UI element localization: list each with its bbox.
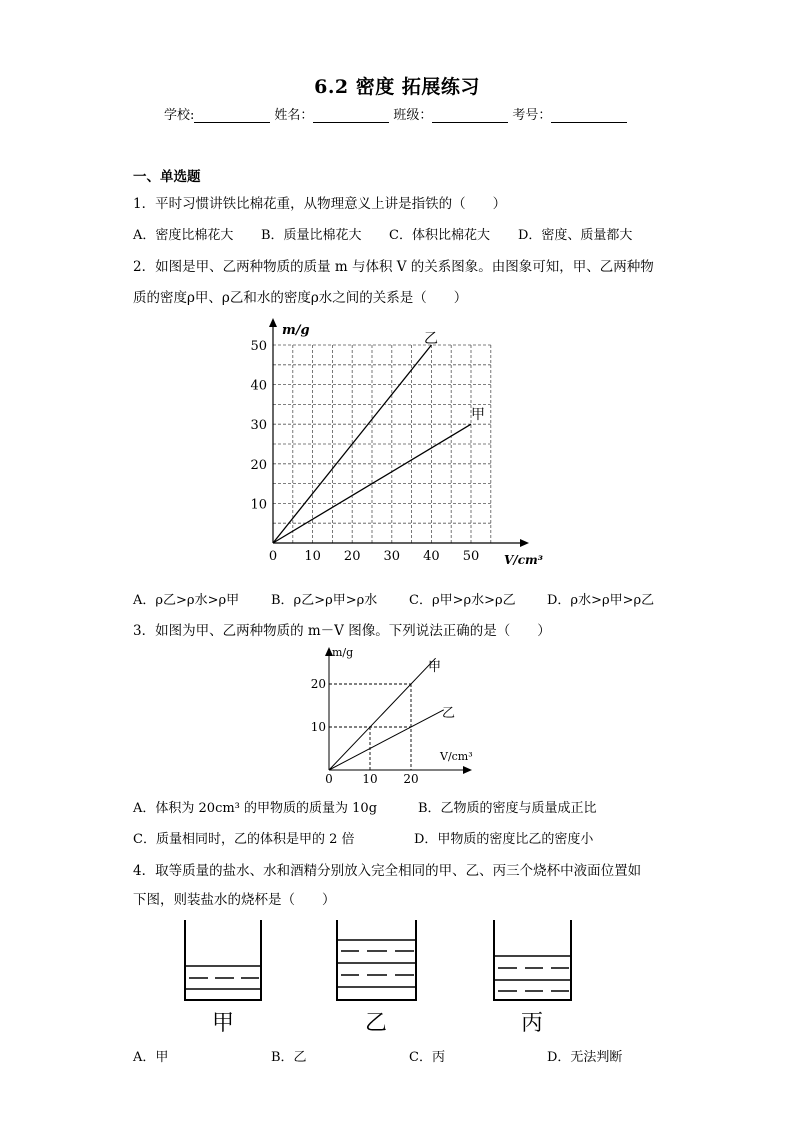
chart-2-x-arrow xyxy=(463,766,472,774)
chart-1-x-tick: 10 xyxy=(304,549,321,564)
q1-option-a[interactable]: A．密度比棉花大 xyxy=(133,228,234,243)
chart-1-grid xyxy=(273,345,491,543)
chart-2-x-tick: 0 xyxy=(325,772,333,786)
q4-option-b[interactable]: B．乙 xyxy=(271,1050,307,1065)
chart-2-series-label-yi: 乙 xyxy=(442,706,456,721)
chart-1-y-tick: 40 xyxy=(250,378,267,394)
q1-option-d[interactable]: D．密度、质量都大 xyxy=(518,228,633,243)
chart-1-x-tick: 40 xyxy=(423,549,440,564)
page-title: 6.2 密度 拓展练习 xyxy=(314,76,480,98)
chart-2-series-line-0 xyxy=(329,658,436,770)
student-info-fields xyxy=(164,104,631,123)
chart-1-x-tick: 0 xyxy=(268,549,278,564)
exam-no-blank[interactable] xyxy=(551,108,627,123)
chart-1-x-tick: 50 xyxy=(462,549,480,564)
class-label: 班级： xyxy=(393,108,433,123)
chart-1-x-tick: 30 xyxy=(383,549,401,564)
beaker-bing xyxy=(494,920,571,1036)
q2-option-a[interactable]: A．ρ乙>ρ水>ρ甲 xyxy=(133,593,240,608)
chart-2-y-tick: 20 xyxy=(310,677,326,691)
name-label: 姓名： xyxy=(274,108,314,123)
chart-1-x-tick: 20 xyxy=(343,549,361,564)
q1-option-b[interactable]: B．质量比棉花大 xyxy=(261,228,362,243)
q2-option-c[interactable]: C．ρ甲>ρ水>ρ乙 xyxy=(409,593,516,608)
q2-option-b[interactable]: B．ρ乙>ρ甲>ρ水 xyxy=(271,593,378,608)
chart-2-series-line-1 xyxy=(329,710,444,770)
q3-option-a[interactable]: A．体积为 20cm³ 的甲物质的质量为 10g xyxy=(133,801,378,816)
q2-option-d[interactable]: D．ρ水>ρ甲>ρ乙 xyxy=(547,593,655,608)
chart-2-xlabel: V/cm³ xyxy=(440,750,473,763)
q1-option-c[interactable]: C．体积比棉花大 xyxy=(389,228,490,243)
chart-1-ylabel: m/g xyxy=(282,323,310,338)
chart-1-y-tick: 30 xyxy=(250,418,267,434)
beaker-label-jia: 甲 xyxy=(211,1011,235,1036)
school-label: 学校: xyxy=(164,108,195,123)
question-4-stem-line2: 下图，则装盐水的烧杯是（ ） xyxy=(133,892,336,908)
chart-2-x-tick: 10 xyxy=(362,772,378,786)
name-blank[interactable] xyxy=(313,108,389,123)
school-blank[interactable] xyxy=(194,108,270,123)
beaker-jia xyxy=(185,920,261,1036)
chart-1-x-arrow xyxy=(520,539,529,547)
beaker-yi xyxy=(337,920,416,1036)
chart-2-y-tick: 10 xyxy=(310,720,326,734)
q3-option-b[interactable]: B．乙物质的密度与质量成正比 xyxy=(418,801,597,816)
class-blank[interactable] xyxy=(432,108,508,123)
question-1-stem: 1．平时习惯讲铁比棉花重，从物理意义上讲是指铁的（ ） xyxy=(133,196,507,212)
chart-1-xlabel: V/cm³ xyxy=(504,553,543,567)
chart-2-x-tick: 20 xyxy=(403,772,419,786)
question-2-stem-line2: 质的密度ρ甲、ρ乙和水的密度ρ水之间的关系是（ ） xyxy=(133,290,468,306)
q4-option-a[interactable]: A．甲 xyxy=(133,1050,169,1065)
q3-option-d[interactable]: D．甲物质的密度比乙的密度小 xyxy=(414,832,594,847)
section-title: 一、单选题 xyxy=(133,169,201,185)
chart-1-series-line-0 xyxy=(273,345,431,543)
beaker-label-yi: 乙 xyxy=(364,1011,388,1036)
question-3-stem: 3．如图为甲、乙两种物质的 m－V 图像。下列说法正确的是（ ） xyxy=(133,623,551,639)
question-4-stem-line1: 4．取等质量的盐水、水和酒精分别放入完全相同的甲、乙、丙三个烧杯中液面位置如 xyxy=(133,863,642,879)
chart-1-y-tick: 50 xyxy=(250,339,267,354)
chart-1-y-arrow xyxy=(269,318,277,327)
exam-no-label: 考号： xyxy=(512,108,552,123)
chart-1-y-tick: 20 xyxy=(250,457,267,473)
chart-1-series-label-yi: 乙 xyxy=(424,331,438,347)
chart-2-series-label-jia: 甲 xyxy=(428,660,442,675)
chart-2 xyxy=(300,643,500,791)
question-2-stem-line1: 2．如图是甲、乙两种物质的质量 m 与体积 V 的关系图象。由图象可知，甲、乙两种物 xyxy=(133,259,654,275)
chart-2-ylabel: m/g xyxy=(332,646,354,659)
chart-1 xyxy=(240,312,560,574)
chart-1-series-label-jia: 甲 xyxy=(471,407,485,423)
beakers-figure xyxy=(175,918,595,1036)
q4-option-d[interactable]: D．无法判断 xyxy=(547,1050,623,1065)
q3-option-c[interactable]: C．质量相同时，乙的体积是甲的 2 倍 xyxy=(133,832,355,847)
q4-option-c[interactable]: C．丙 xyxy=(409,1050,445,1065)
chart-1-y-tick: 10 xyxy=(250,497,267,513)
beaker-label-bing: 丙 xyxy=(520,1011,544,1036)
